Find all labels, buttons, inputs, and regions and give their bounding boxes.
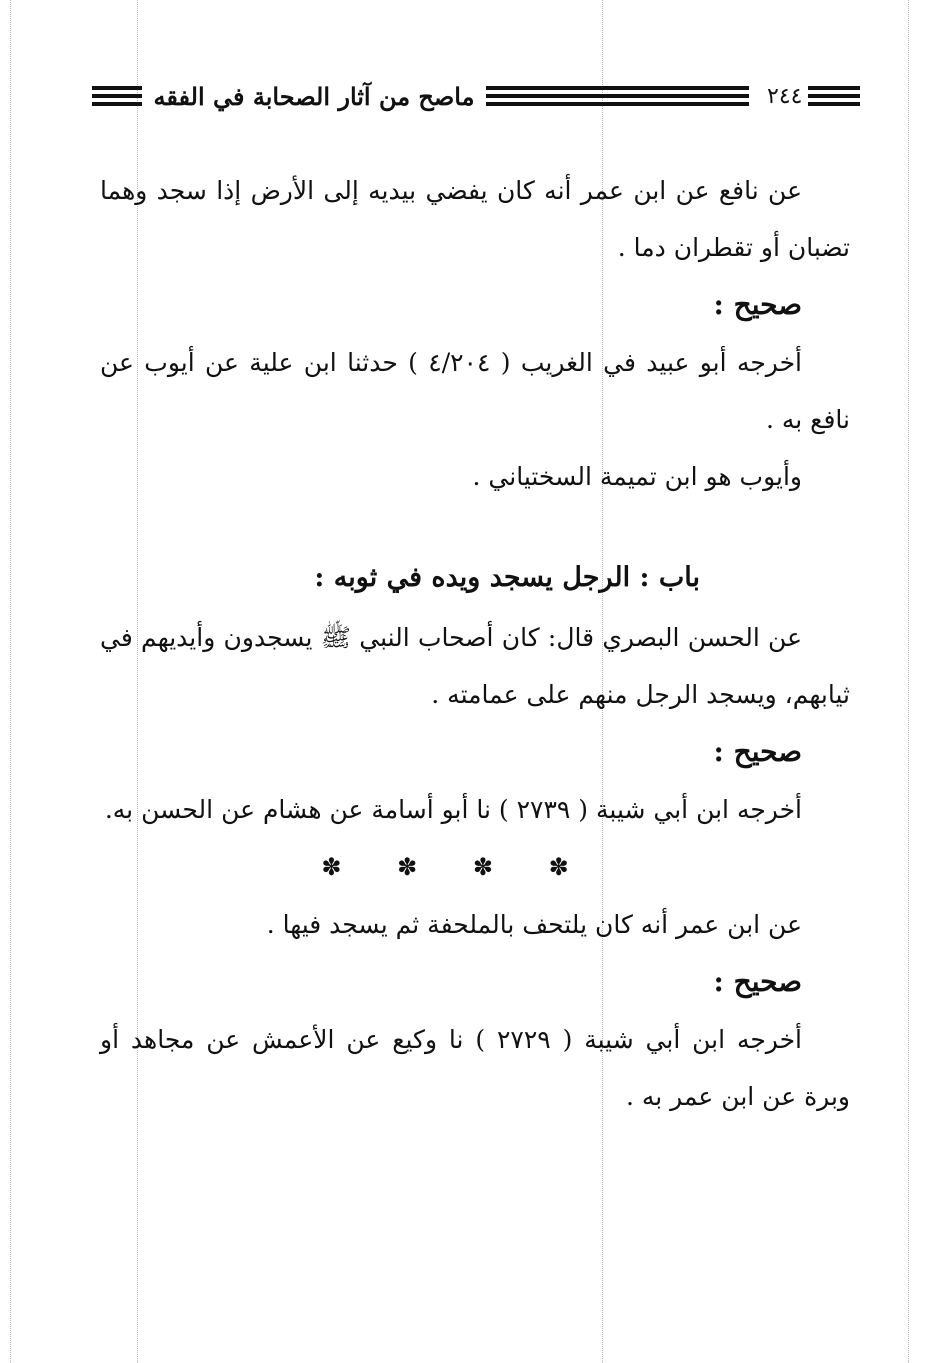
star-ornament-icon: ✽ (548, 853, 569, 881)
takhrij-text: أخرجه ابن أبي شيبة ( ٢٧٣٩ ) نا أبو أسامة عن هشام عن الحسن به. (104, 795, 802, 824)
verdict-heading: صحيح : (713, 735, 802, 768)
scan-guide-line (10, 0, 11, 1363)
star-ornament-icon: ✽ (397, 853, 418, 881)
running-title: ماصح من آثار الصحابة في الفقه (153, 81, 475, 111)
athar-text: عن الحسن البصري قال: كان أصحاب النبي ﷺ يسجدون وأيديهم في ثيابهم، ويسجد الرجل منهم على عمامته . (100, 623, 850, 709)
scan-guide-line (908, 0, 909, 1363)
verdict-heading: صحيح : (713, 965, 802, 998)
athar-text: عن ابن عمر أنه كان يلتحف بالملحفة ثم يسجد فيها . (266, 910, 802, 939)
page-body (100, 162, 850, 1125)
takhrij-text: أخرجه ابن أبي شيبة ( ٢٧٢٩ ) نا وكيع عن الأعمش عن مجاهد أو وبرة عن ابن عمر به . (100, 1025, 850, 1111)
chapter-heading: باب : الرجل يسجد ويده في ثوبه : (314, 562, 700, 593)
verdict-heading: صحيح : (713, 288, 802, 321)
takhrij-text: أخرجه أبو عبيد في الغريب ( ٤/٢٠٤ ) حدثنا ابن علية عن أيوب عن نافع به . (100, 348, 850, 434)
star-ornament-icon: ✽ (472, 853, 493, 881)
page-header (92, 80, 860, 112)
athar-text: عن نافع عن ابن عمر أنه كان يفضي بيديه إلى الأرض إذا سجد وهما تضبان أو تقطران دما . (100, 176, 850, 262)
narrator-note: وأيوب هو ابن تميمة السختياني . (472, 462, 802, 491)
header-rule-middle (486, 86, 749, 106)
header-rule-right (808, 86, 860, 106)
star-ornament-icon: ✽ (321, 853, 342, 881)
header-rule-left (92, 86, 142, 106)
section-separator (100, 838, 850, 896)
page-number: ٢٤٤ (767, 83, 803, 109)
